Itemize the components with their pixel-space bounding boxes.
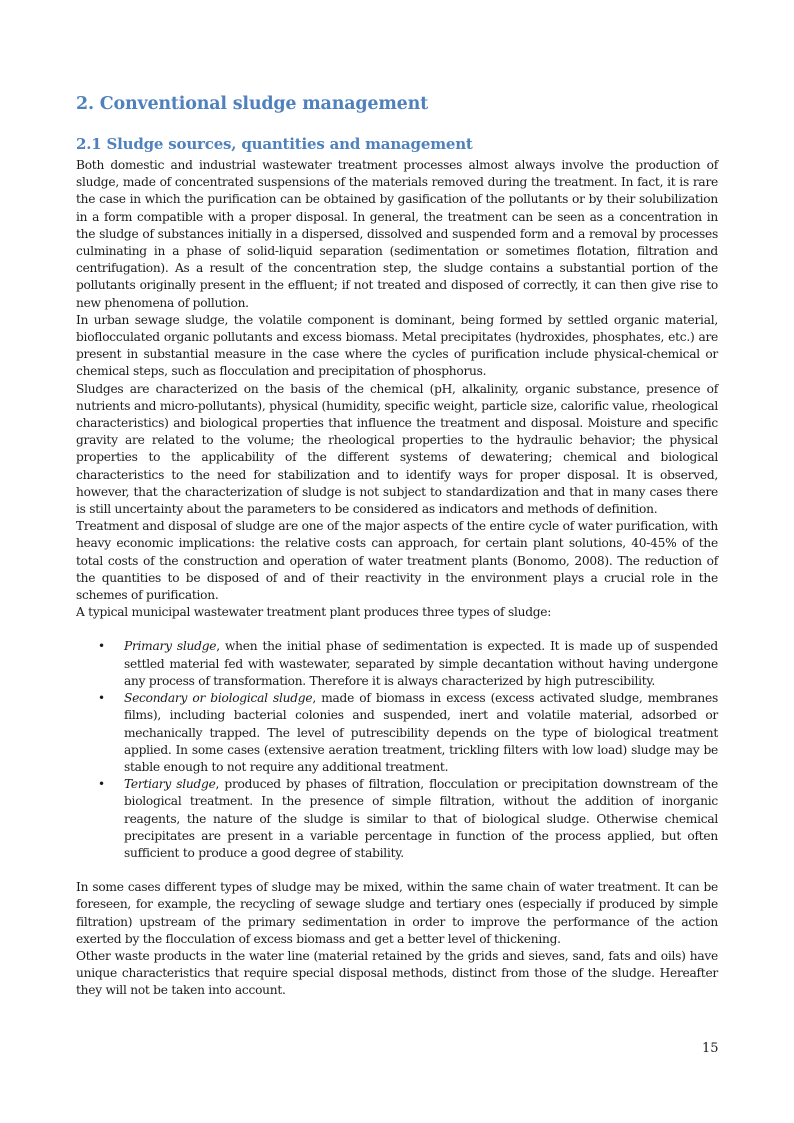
list-item-term: Tertiary sludge [124, 777, 216, 792]
bullet-icon: • [98, 639, 105, 654]
list-item-text: , when the initial phase of sedimentation is expected. It is made up of suspended settled material fed with wastewater, separated by simple decantation without having undergone any process of transformation. Therefore it is always characterized by high putrescibility. [124, 639, 718, 688]
bullet-icon: • [98, 691, 105, 706]
sludge-types-list [76, 638, 718, 862]
paragraph: Other waste products in the water line (material retained by the grids and sieves, sand, fats and oils) have unique characteristics that require special disposal methods, distinct from those of the sludge. Hereafter they will not be taken into account. [76, 948, 718, 998]
list-item-text: , made of biomass in excess (excess activated sludge, membranes films), including bacterial colonies and suspended, inert and volatile material, adsorbed or mechanically trapped. The level of putrescibility depends on the type of biological treatment applied. In some cases (extensive aeration treatment, trickling filters with low load) sludge may be stable enough to not require any additional treatment. [124, 691, 718, 774]
list-item-term: Primary sludge [124, 639, 217, 654]
paragraph: In urban sewage sludge, the volatile component is dominant, being formed by settled organic material, bioflocculated organic pollutants and excess biomass. Metal precipitates (hydroxides, phosphates, etc.) are present in substantial measure in the case where the cycles of purification include physical-chemical or chemical steps, such as flocculation and precipitation of phosphorus. [76, 312, 718, 379]
paragraph: Both domestic and industrial wastewater treatment processes almost always involve the production of sludge, made of concentrated suspensions of the materials removed during the treatment. In fact, it is rare the case in which the purification can be obtained by gasification of the pollutants or by their solubilization in a form compatible with a proper disposal. In general, the treatment can be seen as a concentration in the sludge of substances initially in a dispersed, dissolved and suspended form and a removal by processes culminating in a phase of solid-liquid separation (sedimentation or sometimes flotation, filtration and centrifugation). As a result of the concentration step, the sludge contains a substantial portion of the pollutants originally present in the effluent; if not treated and disposed of correctly, it can then give rise to new phenomena of pollution. [76, 158, 718, 310]
list-item [76, 690, 718, 776]
paragraph: Sludges are characterized on the basis of the chemical (pH, alkalinity, organic substance, presence of nutrients and micro-pollutants), physical (humidity, specific weight, particle size, calorific value, rheological characteristics) and biological properties that influence the treatment and disposal. Moisture and specific gravity are related to the volume; the rheological properties to the hydraulic behavior; the physical properties to the applicability of the different systems of dewatering; chemical and biological characteristics to the need for stabilization and to identify ways for proper disposal. It is observed, however, that the characterization of sludge is not subject to standardization and that in many cases there is still uncertainty about the parameters to be considered as indicators and methods of definition. [76, 381, 718, 517]
section-heading: 2. Conventional sludge management [76, 94, 428, 114]
list-item [76, 776, 718, 862]
paragraph: Treatment and disposal of sludge are one of the major aspects of the entire cycle of water purification, with heavy economic implications: the relative costs can approach, for certain plant solutions, 40-45% of the total costs of the construction and operation of water treatment plants (Bonomo, 2008). The reduction of the quantities to be disposed of and of their reactivity in the environment plays a crucial role in the schemes of purification. [76, 519, 718, 603]
paragraph: A typical municipal wastewater treatment plant produces three types of sludge: [76, 605, 552, 620]
list-item-text: , produced by phases of filtration, flocculation or precipitation downstream of the biological treatment. In the presence of simple filtration, without the addition of inorganic reagents, the nature of the sludge is similar to that of biological sludge. Otherwise chemical precipitates are present in a variable percentage in function of the process applied, but often sufficient to produce a good degree of stability. [124, 777, 718, 860]
bullet-icon: • [98, 777, 105, 792]
page-number: 15 [702, 1041, 719, 1056]
list-item [76, 638, 718, 690]
list-item-term: Secondary or biological sludge [124, 691, 313, 706]
body-text [76, 157, 718, 1000]
subsection-heading: 2.1 Sludge sources, quantities and management [76, 135, 473, 153]
paragraph: In some cases different types of sludge may be mixed, within the same chain of water treatment. It can be foreseen, for example, the recycling of sewage sludge and tertiary ones (especially if produced by simple filtration) upstream of the primary sedimentation in order to improve the performance of the action exerted by the flocculation of excess biomass and get a better level of thickening. [76, 880, 718, 946]
